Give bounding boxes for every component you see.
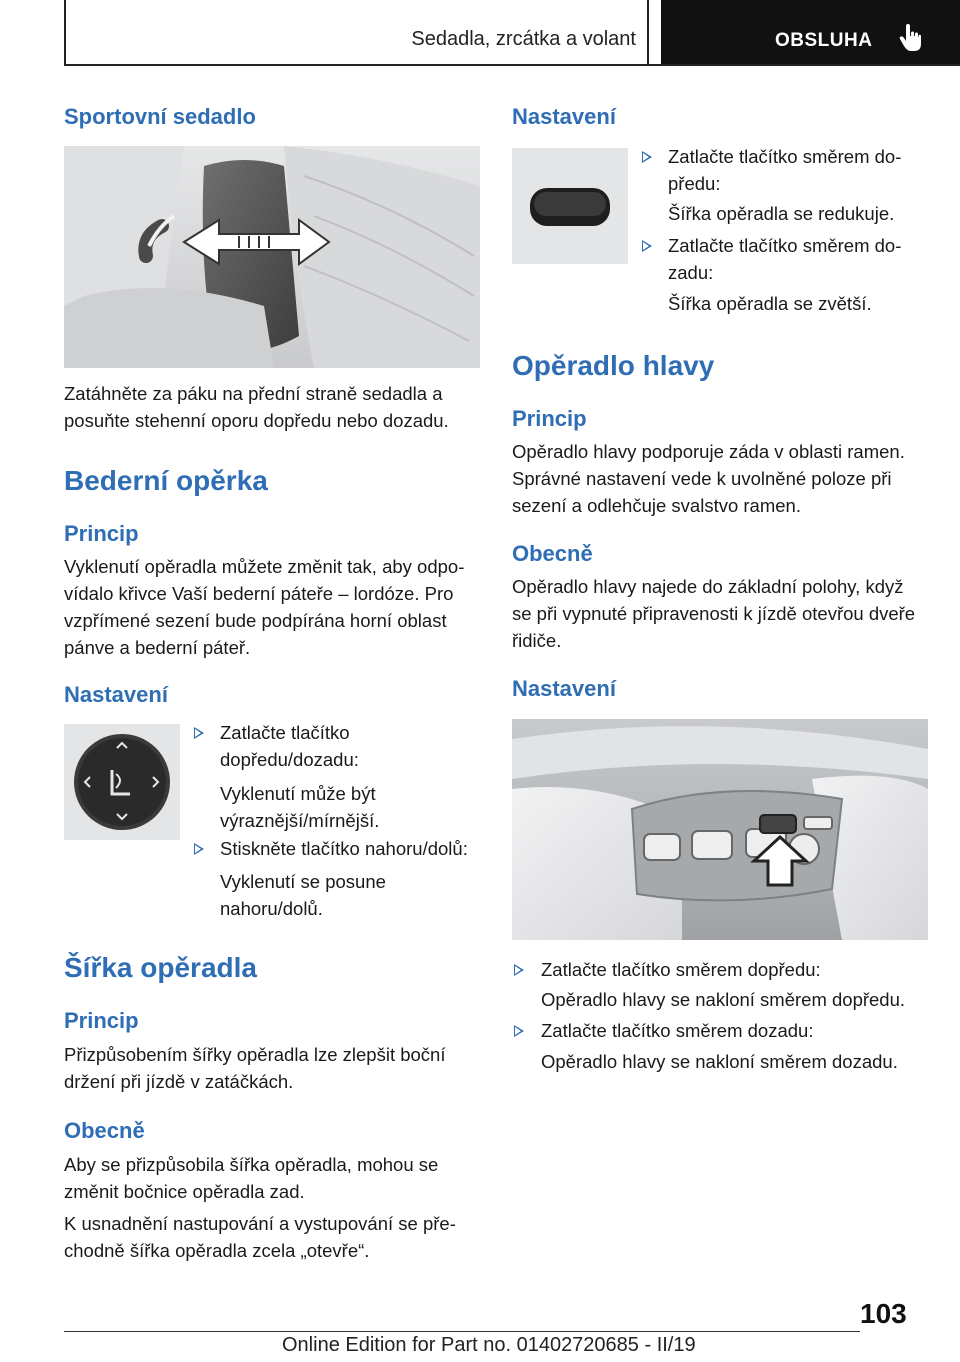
headrest-bullet-1-result: Opěradlo hlavy se nakloní směrem dopředu. <box>541 989 906 1010</box>
lumbar-heading: Bederní opěrka <box>64 465 268 496</box>
backrest-width-general-text-1: Aby se přizpůsobila šířka opěradla, mohou se změnit bočnice opěradla zad. <box>64 1154 439 1202</box>
headrest-bullet-1-action: Zatlačte tlačítko směrem dopředu: <box>541 959 821 980</box>
lumbar-control-photo <box>64 724 180 840</box>
bullet-marker-icon <box>194 727 204 739</box>
backrest-width-principle-heading: Princip <box>64 1008 139 1033</box>
width-bullet-1-result: Šířka opěradla se redukuje. <box>668 203 895 224</box>
section-title: Sedadla, zrcátka a volant <box>411 28 636 50</box>
bullet-marker-icon <box>194 843 204 855</box>
headrest-principle-heading: Princip <box>512 406 587 431</box>
bullet-marker-icon <box>642 240 652 252</box>
headrest-general-heading: Obecně <box>512 541 593 566</box>
sport-seat-text: Zatáhněte za páku na přední straně sedadla a posuňte stehenní oporu dopředu nebo dozadu. <box>64 383 449 431</box>
lumbar-settings-heading: Nastavení <box>64 682 168 707</box>
page-number: 103 <box>860 1298 907 1329</box>
lumbar-principle-text: Vyklenutí opěradla můžete změnit tak, aby odpovídalo křivce Vaší bederní páteře – lordóze. Pro vzpřímené sezení bude podpírána horní oblast pánve a bederní páteř. <box>64 556 465 658</box>
width-settings-heading: Nastavení <box>512 104 616 129</box>
headrest-general-text: Opěradlo hlavy najede do základní polohy, když se při vypnuté připravenosti k jízdě otevřou dveře řidiče. <box>512 576 916 651</box>
edition-footer: Online Edition for Part no. 01402720685 - II/19 <box>282 1334 696 1356</box>
chapter-tab-label: OBSLUHA <box>775 30 873 51</box>
headrest-heading: Opěradlo hlavy <box>512 350 715 381</box>
chapter-tab[interactable] <box>661 0 960 64</box>
headrest-bullet-2-result: Opěradlo hlavy se nakloní směrem dozadu. <box>541 1051 898 1072</box>
headrest-control-photo <box>512 719 928 940</box>
lumbar-bullet-2-result: Vyklenutí se posune nahoru/dolů. <box>220 871 386 919</box>
backrest-width-general-text-2: K usnadnění nastupování a vystupování se přechodně šířka opěradla zcela „otevře“. <box>64 1213 456 1261</box>
sport-seat-photo <box>64 146 480 368</box>
width-button-photo <box>512 148 628 264</box>
header-rule <box>64 64 960 66</box>
backrest-width-general-heading: Obecně <box>64 1118 145 1143</box>
headrest-principle-text: Opěradlo hlavy podporuje záda v oblasti ramen. Správné nastavení vede k uvolněné poloze při sezení a odlehčuje svalstvo ramen. <box>512 441 905 516</box>
width-bullet-2-result: Šířka opěradla se zvětší. <box>668 293 872 314</box>
bullet-marker-icon <box>514 1025 524 1037</box>
lumbar-bullet-1-result: Vyklenutí může být výraznější/mírnější. <box>220 783 380 831</box>
sport-seat-heading: Sportovní sedadlo <box>64 104 256 129</box>
bullet-marker-icon <box>514 964 524 976</box>
header-divider <box>647 0 649 66</box>
width-bullet-1-action: Zatlačte tlačítko směrem dopředu: <box>668 146 902 194</box>
backrest-width-principle-text: Přizpůsobením šířky opěradla lze zlepšit boční držení při jízdě v zatáčkách. <box>64 1044 446 1092</box>
lumbar-principle-heading: Princip <box>64 521 139 546</box>
headrest-settings-heading: Nastavení <box>512 676 616 701</box>
lumbar-bullet-1-action: Zatlačte tlačítko dopředu/dozadu: <box>220 722 359 770</box>
width-bullet-2-action: Zatlačte tlačítko směrem dozadu: <box>668 235 902 283</box>
footer-rule <box>64 1331 860 1332</box>
headrest-bullet-2-action: Zatlačte tlačítko směrem dozadu: <box>541 1020 814 1041</box>
bullet-marker-icon <box>642 151 652 163</box>
lumbar-bullet-2-action: Stiskněte tlačítko nahoru/dolů: <box>220 838 468 859</box>
pointing-hand-icon <box>899 24 923 52</box>
backrest-width-heading: Šířka opěradla <box>64 952 257 983</box>
